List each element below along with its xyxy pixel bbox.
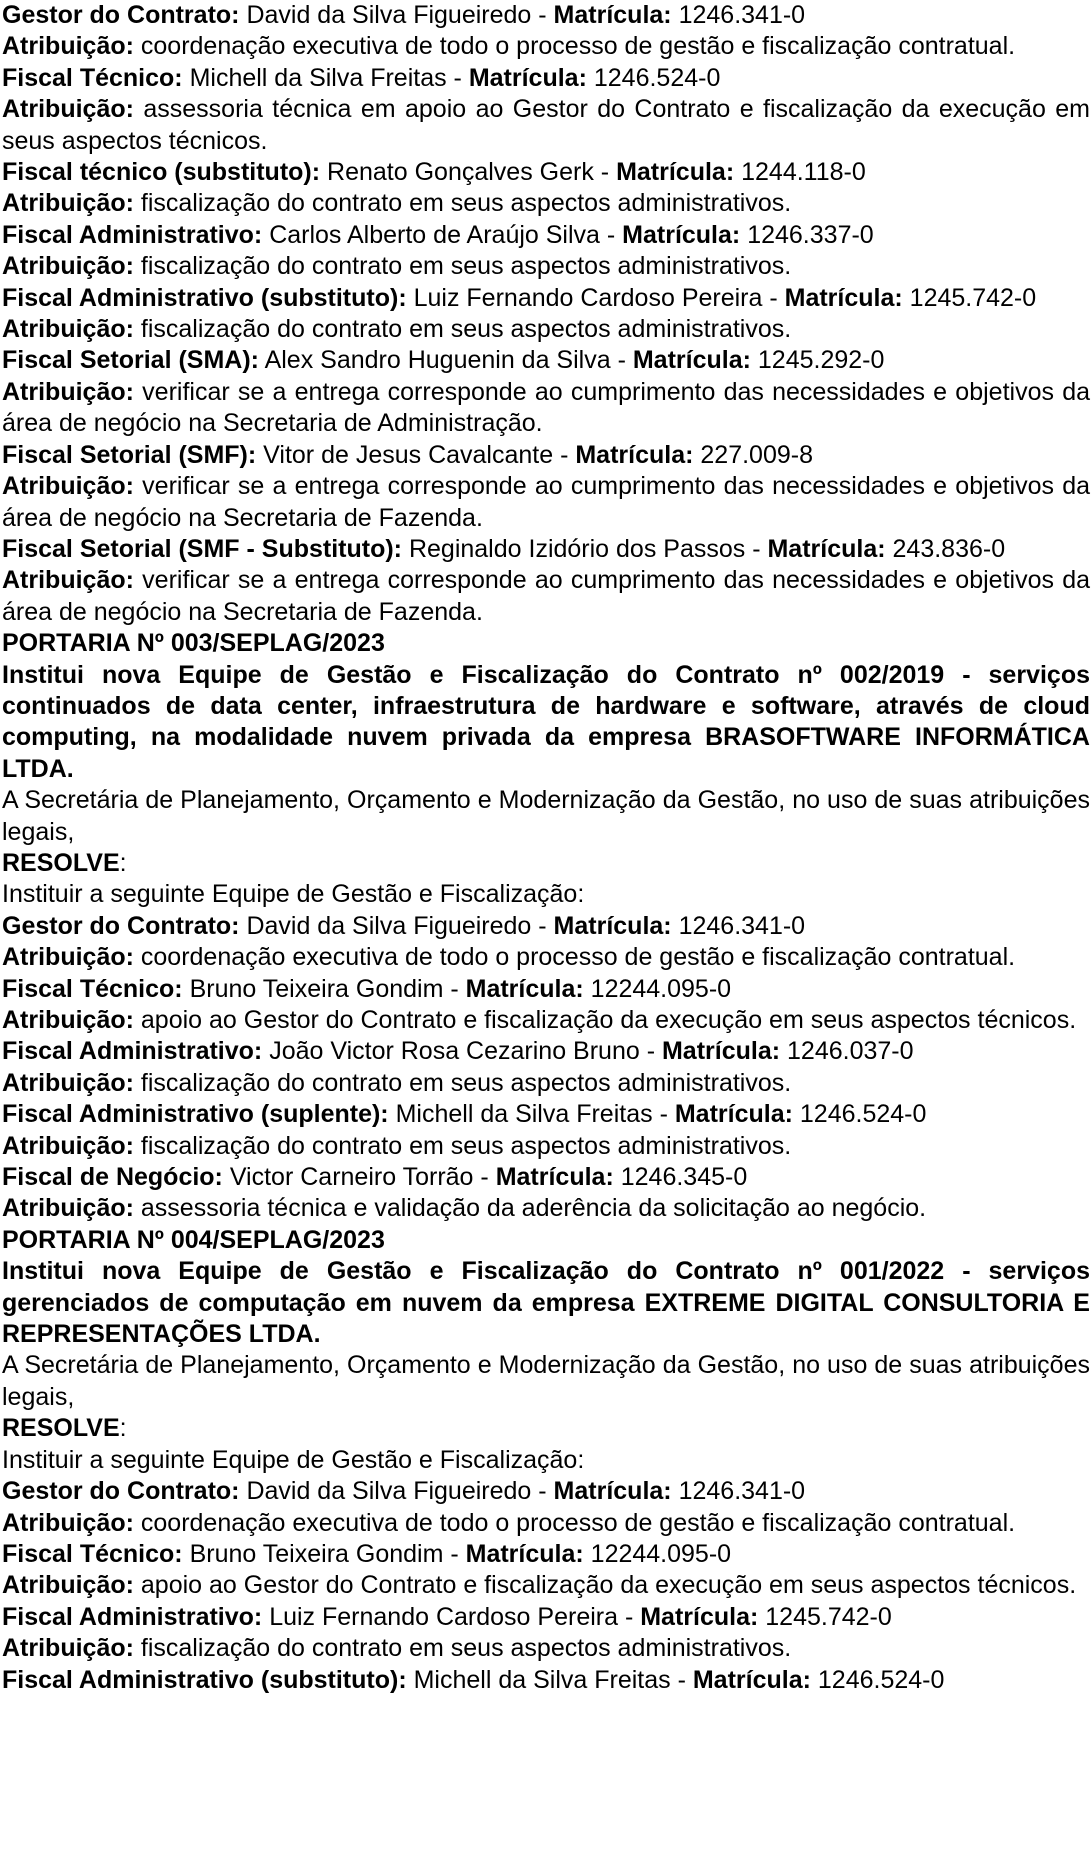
- document-paragraph: [2, 1539, 1090, 1570]
- bold-text: Matrícula:: [767, 534, 886, 563]
- document-paragraph: [2, 534, 1090, 565]
- body-text: Instituir a seguinte Equipe de Gestão e Fiscalização:: [2, 1445, 585, 1474]
- document-paragraph: [2, 345, 1090, 376]
- body-text: Bruno Teixeira Gondim -: [182, 974, 466, 1003]
- body-text: 1246.341-0: [671, 911, 806, 940]
- bold-text: Fiscal de Negócio:: [2, 1163, 223, 1192]
- document-paragraph: [2, 1225, 1090, 1256]
- body-text: 1244.118-0: [734, 158, 866, 187]
- body-text: fiscalização do contrato em seus aspectos administrativos.: [133, 252, 792, 281]
- body-text: 1246.524-0: [586, 63, 721, 92]
- body-text: 1246.337-0: [740, 220, 874, 249]
- bold-text: Fiscal Administrativo (suplente):: [2, 1100, 389, 1129]
- bold-text: Matrícula:: [616, 158, 735, 187]
- bold-text: Matrícula:: [465, 1539, 584, 1568]
- bold-text: RESOLVE: [2, 848, 120, 877]
- bold-text: Gestor do Contrato:: [2, 1, 240, 29]
- bold-text: Fiscal Administrativo:: [2, 220, 263, 249]
- bold-text: Matrícula:: [465, 974, 584, 1003]
- document-paragraph: [2, 63, 1090, 94]
- document-paragraph: [2, 1665, 1090, 1696]
- body-text: fiscalização do contrato em seus aspectos administrativos.: [133, 1131, 792, 1160]
- body-text: :: [119, 1414, 127, 1443]
- document-paragraph: [2, 911, 1090, 942]
- body-text: Renato Gonçalves Gerk -: [320, 158, 617, 187]
- bold-text: Fiscal Técnico:: [2, 1539, 183, 1568]
- bold-text: Atribuição:: [2, 252, 134, 281]
- bold-text: Matrícula:: [640, 1602, 759, 1631]
- bold-text: Matrícula:: [553, 1, 672, 29]
- bold-text: Atribuição:: [2, 189, 134, 218]
- bold-text: Fiscal Administrativo:: [2, 1037, 263, 1066]
- document-paragraph: [2, 628, 1090, 659]
- body-text: apoio ao Gestor do Contrato e fiscalização da execução em seus aspectos técnicos.: [133, 1571, 1077, 1600]
- body-text: assessoria técnica e validação da aderência da solicitação ao negócio.: [133, 1194, 927, 1223]
- bold-text: Atribuição:: [2, 943, 134, 972]
- document-paragraph: [2, 848, 1090, 879]
- bold-text: Atribuição:: [2, 1068, 134, 1097]
- bold-text: Fiscal Administrativo (substituto):: [2, 1665, 407, 1694]
- bold-text: Atribuição:: [2, 1194, 134, 1223]
- bold-text: Gestor do Contrato:: [2, 1477, 240, 1506]
- bold-text: Atribuição:: [2, 1508, 134, 1537]
- body-text: Michell da Silva Freitas -: [388, 1100, 675, 1129]
- body-text: fiscalização do contrato em seus aspectos administrativos.: [133, 189, 792, 218]
- document-paragraph: [2, 251, 1090, 282]
- body-text: Alex Sandro Huguenin da Silva -: [259, 346, 633, 375]
- bold-text: Matrícula:: [553, 1477, 672, 1506]
- body-text: David da Silva Figueiredo -: [239, 1477, 554, 1506]
- document-paragraph: [2, 377, 1090, 440]
- document-paragraph: [2, 471, 1090, 534]
- bold-text: Atribuição:: [2, 1634, 134, 1663]
- body-text: David da Silva Figueiredo -: [239, 1, 554, 29]
- body-text: David da Silva Figueiredo -: [239, 911, 554, 940]
- body-text: 1245.292-0: [750, 346, 885, 375]
- body-text: Michell da Silva Freitas -: [406, 1665, 693, 1694]
- document-paragraph: [2, 942, 1090, 973]
- body-text: 1246.341-0: [671, 1477, 806, 1506]
- body-text: verificar se a entrega corresponde ao cumprimento das necessidades e objetivos da área de negócio na Secretaria de Administração.: [2, 377, 1090, 438]
- document-paragraph: [2, 879, 1090, 910]
- body-text: João Victor Rosa Cezarino Bruno -: [262, 1037, 662, 1066]
- bold-text: RESOLVE: [2, 1414, 120, 1443]
- bold-text: PORTARIA Nº 003/SEPLAG/2023: [2, 629, 385, 658]
- bold-text: Atribuição:: [2, 95, 134, 124]
- body-text: Luiz Fernando Cardoso Pereira -: [262, 1602, 641, 1631]
- body-text: 1245.742-0: [758, 1602, 892, 1631]
- document-paragraph: [2, 1633, 1090, 1664]
- bold-text: Fiscal técnico (substituto):: [2, 158, 321, 187]
- document-paragraph: [2, 440, 1090, 471]
- bold-text: Atribuição:: [2, 472, 134, 501]
- body-text: Reginaldo Izidório dos Passos -: [402, 534, 768, 563]
- bold-text: Matrícula:: [692, 1665, 811, 1694]
- bold-text: Matrícula:: [553, 911, 672, 940]
- document-paragraph: [2, 314, 1090, 345]
- bold-text: Matrícula:: [468, 63, 587, 92]
- body-text: 1246.341-0: [671, 1, 806, 29]
- body-text: assessoria técnica em apoio ao Gestor do Contrato e fiscalização da execução em seus aspectos técnicos.: [2, 95, 1090, 155]
- body-text: 12244.095-0: [583, 974, 732, 1003]
- bold-text: Fiscal Técnico:: [2, 974, 183, 1003]
- body-text: 227.009-8: [693, 440, 813, 469]
- document-paragraph: [2, 1476, 1090, 1507]
- bold-text: Atribuição:: [2, 32, 134, 61]
- bold-text: Fiscal Administrativo:: [2, 1602, 263, 1631]
- body-text: Michell da Silva Freitas -: [182, 63, 469, 92]
- document-paragraph: [2, 1445, 1090, 1476]
- bold-text: Institui nova Equipe de Gestão e Fiscalização do Contrato nº 001/2022 - serviços gerenciados de computação em nuvem da empresa EXTREME DIGITAL CONSULTORIA E REPRESENTAÇÕES LTDA.: [2, 1257, 1090, 1349]
- body-text: 1246.345-0: [613, 1163, 748, 1192]
- body-text: apoio ao Gestor do Contrato e fiscalização da execução em seus aspectos técnicos.: [133, 1006, 1077, 1034]
- bold-text: Atribuição:: [2, 1571, 134, 1600]
- document-paragraph: [2, 1193, 1090, 1224]
- bold-text: Matrícula:: [575, 440, 694, 469]
- document-paragraph: [2, 1508, 1090, 1539]
- document-paragraph: [2, 1099, 1090, 1130]
- body-text: fiscalização do contrato em seus aspectos administrativos.: [133, 315, 792, 344]
- body-text: verificar se a entrega corresponde ao cumprimento das necessidades e objetivos da área de negócio na Secretaria de Fazenda.: [2, 472, 1090, 532]
- document-paragraph: [2, 157, 1090, 188]
- body-text: Instituir a seguinte Equipe de Gestão e Fiscalização:: [2, 880, 585, 909]
- body-text: :: [119, 848, 127, 877]
- document-paragraph: [2, 1570, 1090, 1601]
- document-paragraph: [2, 0, 1090, 31]
- bold-text: Atribuição:: [2, 1006, 134, 1034]
- document-paragraph: [2, 1413, 1090, 1444]
- bold-text: Gestor do Contrato:: [2, 911, 240, 940]
- document-paragraph: [2, 94, 1090, 157]
- document-paragraph: [2, 974, 1090, 1005]
- body-text: coordenação executiva de todo o processo de gestão e fiscalização contratual.: [133, 32, 1016, 61]
- body-text: fiscalização do contrato em seus aspectos administrativos.: [133, 1068, 792, 1097]
- bold-text: Atribuição:: [2, 377, 134, 406]
- bold-text: Fiscal Setorial (SMF - Substituto):: [2, 534, 403, 563]
- document-paragraph: [2, 1068, 1090, 1099]
- body-text: Luiz Fernando Cardoso Pereira -: [406, 283, 785, 312]
- body-text: 1246.524-0: [792, 1100, 927, 1129]
- body-text: A Secretária de Planejamento, Orçamento e Modernização da Gestão, no uso de suas atribuições legais,: [2, 1351, 1090, 1411]
- bold-text: Atribuição:: [2, 315, 134, 344]
- bold-text: Matrícula:: [632, 346, 751, 375]
- body-text: 243.836-0: [885, 534, 1006, 563]
- bold-text: Fiscal Setorial (SMF):: [2, 440, 257, 469]
- bold-text: Matrícula:: [495, 1163, 614, 1192]
- bold-text: Fiscal Administrativo (substituto):: [2, 283, 407, 312]
- document-paragraph: [2, 1131, 1090, 1162]
- body-text: 12244.095-0: [583, 1539, 732, 1568]
- document-paragraph: [2, 660, 1090, 786]
- body-text: Carlos Alberto de Araújo Silva -: [262, 220, 623, 249]
- document-paragraph: [2, 1036, 1090, 1067]
- document-paragraph: [2, 565, 1090, 628]
- document-paragraph: [2, 1350, 1090, 1413]
- body-text: Victor Carneiro Torrão -: [222, 1163, 496, 1192]
- bold-text: PORTARIA Nº 004/SEPLAG/2023: [2, 1225, 385, 1254]
- body-text: coordenação executiva de todo o processo de gestão e fiscalização contratual.: [133, 943, 1016, 972]
- bold-text: Matrícula:: [622, 220, 741, 249]
- bold-text: Matrícula:: [661, 1037, 781, 1066]
- body-text: verificar se a entrega corresponde ao cumprimento das necessidades e objetivos da área de negócio na Secretaria de Fazenda.: [2, 566, 1090, 626]
- document-paragraph: [2, 785, 1090, 848]
- body-text: 1246.037-0: [780, 1037, 914, 1066]
- body-text: A Secretária de Planejamento, Orçamento e Modernização da Gestão, no uso de suas atribuições legais,: [2, 786, 1090, 846]
- bold-text: Matrícula:: [784, 283, 903, 312]
- document-paragraph: [2, 31, 1090, 62]
- bold-text: Institui nova Equipe de Gestão e Fiscalização do Contrato nº 002/2019 - serviços continuados de data center, infraestrutura de hardware e software, através de cloud computing, na modalidade nuvem privada da empresa BRASOFTWARE INFORMÁTICA LTDA.: [2, 660, 1090, 783]
- document-paragraph: [2, 1602, 1090, 1633]
- body-text: coordenação executiva de todo o processo de gestão e fiscalização contratual.: [133, 1508, 1016, 1537]
- body-text: fiscalização do contrato em seus aspectos administrativos.: [133, 1634, 792, 1663]
- document-paragraph: [2, 1162, 1090, 1193]
- document-paragraph: [2, 1256, 1090, 1350]
- bold-text: Atribuição:: [2, 566, 134, 595]
- document-paragraph: [2, 188, 1090, 219]
- bold-text: Matrícula:: [674, 1100, 793, 1129]
- document-paragraph: [2, 283, 1090, 314]
- body-text: Vitor de Jesus Cavalcante -: [256, 440, 576, 469]
- body-text: Bruno Teixeira Gondim -: [182, 1539, 466, 1568]
- bold-text: Fiscal Técnico:: [2, 63, 183, 92]
- document-paragraph: [2, 220, 1090, 251]
- body-text: 1245.742-0: [902, 283, 1037, 312]
- document-paragraph: [2, 1005, 1090, 1036]
- bold-text: Atribuição:: [2, 1131, 134, 1160]
- bold-text: Fiscal Setorial (SMA):: [2, 346, 259, 375]
- body-text: 1246.524-0: [810, 1665, 945, 1694]
